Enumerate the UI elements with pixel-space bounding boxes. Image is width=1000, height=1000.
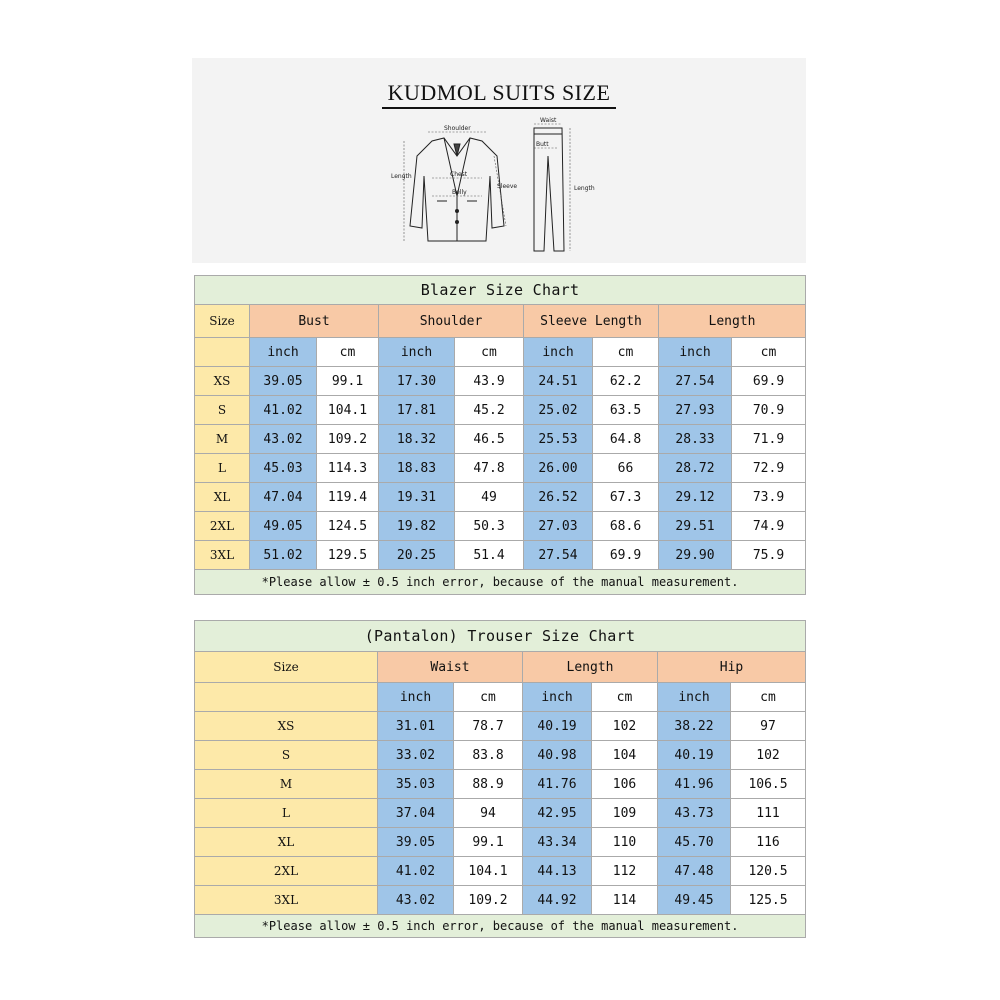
cm-value-cell: 68.6 — [593, 512, 659, 541]
inch-value-cell: 47.04 — [250, 483, 317, 512]
inch-value-cell: 18.83 — [379, 454, 455, 483]
butt-label: Butt — [536, 141, 549, 148]
cm-value-cell: 62.2 — [593, 367, 659, 396]
table-row — [195, 512, 806, 541]
unit-inch: inch — [659, 338, 732, 367]
cm-value-cell: 120.5 — [731, 857, 806, 886]
cm-value-cell: 45.2 — [455, 396, 524, 425]
inch-value-cell: 35.03 — [378, 770, 454, 799]
inch-value-cell: 28.33 — [659, 425, 732, 454]
inch-value-cell: 43.34 — [523, 828, 592, 857]
cm-value-cell: 104 — [592, 741, 658, 770]
inch-value-cell: 33.02 — [378, 741, 454, 770]
blazer-rows — [195, 367, 806, 570]
unit-cm: cm — [731, 683, 806, 712]
inch-value-cell: 40.19 — [658, 741, 731, 770]
unit-inch: inch — [250, 338, 317, 367]
size-cell: XS — [195, 712, 378, 741]
inch-value-cell: 39.05 — [378, 828, 454, 857]
inch-value-cell: 42.95 — [523, 799, 592, 828]
size-cell: L — [195, 799, 378, 828]
unit-cm: cm — [592, 683, 658, 712]
cm-value-cell: 116 — [731, 828, 806, 857]
blazer-note: *Please allow ± 0.5 inch error, because of the manual measurement. — [195, 570, 806, 595]
blazer-size-header: Size — [195, 305, 250, 338]
inch-value-cell: 27.54 — [524, 541, 593, 570]
size-cell: XL — [195, 828, 378, 857]
table-row — [195, 541, 806, 570]
cm-value-cell: 66 — [593, 454, 659, 483]
inch-value-cell: 51.02 — [250, 541, 317, 570]
header-panel — [192, 58, 806, 263]
trouser-col-hip: Hip — [658, 652, 806, 683]
cm-value-cell: 70.9 — [732, 396, 806, 425]
trouser-size-table — [194, 620, 806, 938]
inch-value-cell: 39.05 — [250, 367, 317, 396]
cm-value-cell: 109.2 — [317, 425, 379, 454]
inch-value-cell: 41.02 — [250, 396, 317, 425]
table-row — [195, 454, 806, 483]
shoulder-label: Shoulder — [444, 125, 471, 132]
inch-value-cell: 41.76 — [523, 770, 592, 799]
inch-value-cell: 45.03 — [250, 454, 317, 483]
inch-value-cell: 43.02 — [250, 425, 317, 454]
inch-value-cell: 27.93 — [659, 396, 732, 425]
inch-value-cell: 19.82 — [379, 512, 455, 541]
table-row — [195, 799, 806, 828]
inch-value-cell: 18.32 — [379, 425, 455, 454]
cm-value-cell: 119.4 — [317, 483, 379, 512]
cm-value-cell: 75.9 — [732, 541, 806, 570]
size-cell: M — [195, 770, 378, 799]
inch-value-cell: 44.92 — [523, 886, 592, 915]
inch-value-cell: 29.51 — [659, 512, 732, 541]
table-row — [195, 770, 806, 799]
trouser-length-label: Length — [574, 185, 595, 192]
blazer-col-bust: Bust — [250, 305, 379, 338]
inch-value-cell: 47.48 — [658, 857, 731, 886]
unit-cm: cm — [455, 338, 524, 367]
unit-cm: cm — [317, 338, 379, 367]
blazer-col-length: Length — [659, 305, 806, 338]
trouser-size-header: Size — [195, 652, 378, 683]
inch-value-cell: 44.13 — [523, 857, 592, 886]
inch-value-cell: 26.00 — [524, 454, 593, 483]
table-row — [195, 886, 806, 915]
inch-value-cell: 28.72 — [659, 454, 732, 483]
inch-value-cell: 49.45 — [658, 886, 731, 915]
size-cell: 3XL — [195, 541, 250, 570]
sleeve-label: Sleeve — [497, 183, 518, 190]
cm-value-cell: 73.9 — [732, 483, 806, 512]
cm-value-cell: 114 — [592, 886, 658, 915]
table-row — [195, 396, 806, 425]
cm-value-cell: 71.9 — [732, 425, 806, 454]
blazer-col-sleeve-length: Sleeve Length — [524, 305, 659, 338]
cm-value-cell: 47.8 — [455, 454, 524, 483]
inch-value-cell: 27.03 — [524, 512, 593, 541]
page-title: KUDMOL SUITS SIZE — [192, 80, 806, 106]
belly-label: Belly — [452, 189, 467, 196]
waist-label: Waist — [540, 117, 557, 124]
unit-inch: inch — [524, 338, 593, 367]
table-row — [195, 425, 806, 454]
trouser-note: *Please allow ± 0.5 inch error, because of the manual measurement. — [195, 915, 806, 938]
inch-value-cell: 40.19 — [523, 712, 592, 741]
inch-value-cell: 19.31 — [379, 483, 455, 512]
cm-value-cell: 109 — [592, 799, 658, 828]
unit-cm: cm — [454, 683, 523, 712]
inch-value-cell: 38.22 — [658, 712, 731, 741]
cm-value-cell: 109.2 — [454, 886, 523, 915]
cm-value-cell: 43.9 — [455, 367, 524, 396]
blazer-col-shoulder: Shoulder — [379, 305, 524, 338]
inch-value-cell: 17.81 — [379, 396, 455, 425]
inch-value-cell: 25.53 — [524, 425, 593, 454]
cm-value-cell: 124.5 — [317, 512, 379, 541]
inch-value-cell: 17.30 — [379, 367, 455, 396]
cm-value-cell: 88.9 — [454, 770, 523, 799]
inch-value-cell: 31.01 — [378, 712, 454, 741]
cm-value-cell: 72.9 — [732, 454, 806, 483]
cm-value-cell: 102 — [731, 741, 806, 770]
inch-value-cell: 29.12 — [659, 483, 732, 512]
inch-value-cell: 25.02 — [524, 396, 593, 425]
cm-value-cell: 111 — [731, 799, 806, 828]
cm-value-cell: 125.5 — [731, 886, 806, 915]
table-row — [195, 712, 806, 741]
size-cell: XL — [195, 483, 250, 512]
unit-inch: inch — [379, 338, 455, 367]
cm-value-cell: 69.9 — [593, 541, 659, 570]
cm-value-cell: 106.5 — [731, 770, 806, 799]
cm-value-cell: 97 — [731, 712, 806, 741]
cm-value-cell: 67.3 — [593, 483, 659, 512]
cm-value-cell: 51.4 — [455, 541, 524, 570]
size-cell: 2XL — [195, 512, 250, 541]
trouser-unit-blank — [195, 683, 378, 712]
cm-value-cell: 110 — [592, 828, 658, 857]
chest-label: Chest — [450, 171, 468, 178]
table-row — [195, 828, 806, 857]
unit-inch: inch — [378, 683, 454, 712]
cm-value-cell: 104.1 — [454, 857, 523, 886]
suit-measurement-diagram — [382, 116, 622, 256]
trouser-col-waist: Waist — [378, 652, 523, 683]
unit-inch: inch — [658, 683, 731, 712]
blazer-unit-blank — [195, 338, 250, 367]
inch-value-cell: 40.98 — [523, 741, 592, 770]
unit-inch: inch — [523, 683, 592, 712]
cm-value-cell: 64.8 — [593, 425, 659, 454]
inch-value-cell: 45.70 — [658, 828, 731, 857]
inch-value-cell: 41.02 — [378, 857, 454, 886]
size-cell: L — [195, 454, 250, 483]
cm-value-cell: 104.1 — [317, 396, 379, 425]
table-row — [195, 483, 806, 512]
cm-value-cell: 102 — [592, 712, 658, 741]
inch-value-cell: 29.90 — [659, 541, 732, 570]
cm-value-cell: 99.1 — [454, 828, 523, 857]
size-cell: 3XL — [195, 886, 378, 915]
cm-value-cell: 63.5 — [593, 396, 659, 425]
cm-value-cell: 83.8 — [454, 741, 523, 770]
table-row — [195, 741, 806, 770]
size-cell: M — [195, 425, 250, 454]
inch-value-cell: 20.25 — [379, 541, 455, 570]
inch-value-cell: 43.73 — [658, 799, 731, 828]
trouser-col-length: Length — [523, 652, 658, 683]
inch-value-cell: 27.54 — [659, 367, 732, 396]
inch-value-cell: 43.02 — [378, 886, 454, 915]
cm-value-cell: 69.9 — [732, 367, 806, 396]
cm-value-cell: 106 — [592, 770, 658, 799]
inch-value-cell: 49.05 — [250, 512, 317, 541]
blazer-caption: Blazer Size Chart — [195, 276, 806, 305]
cm-value-cell: 50.3 — [455, 512, 524, 541]
trouser-caption: (Pantalon) Trouser Size Chart — [195, 621, 806, 652]
cm-value-cell: 99.1 — [317, 367, 379, 396]
size-cell: S — [195, 396, 250, 425]
unit-cm: cm — [732, 338, 806, 367]
cm-value-cell: 46.5 — [455, 425, 524, 454]
cm-value-cell: 49 — [455, 483, 524, 512]
blazer-size-table — [194, 275, 806, 595]
inch-value-cell: 41.96 — [658, 770, 731, 799]
cm-value-cell: 74.9 — [732, 512, 806, 541]
cm-value-cell: 129.5 — [317, 541, 379, 570]
cm-value-cell: 94 — [454, 799, 523, 828]
size-cell: 2XL — [195, 857, 378, 886]
cm-value-cell: 114.3 — [317, 454, 379, 483]
inch-value-cell: 24.51 — [524, 367, 593, 396]
cm-value-cell: 112 — [592, 857, 658, 886]
inch-value-cell: 26.52 — [524, 483, 593, 512]
inch-value-cell: 37.04 — [378, 799, 454, 828]
unit-cm: cm — [593, 338, 659, 367]
jacket-length-label: Length — [391, 173, 412, 180]
size-cell: XS — [195, 367, 250, 396]
table-row — [195, 367, 806, 396]
cm-value-cell: 78.7 — [454, 712, 523, 741]
size-cell: S — [195, 741, 378, 770]
trouser-rows — [195, 712, 806, 915]
table-row — [195, 857, 806, 886]
